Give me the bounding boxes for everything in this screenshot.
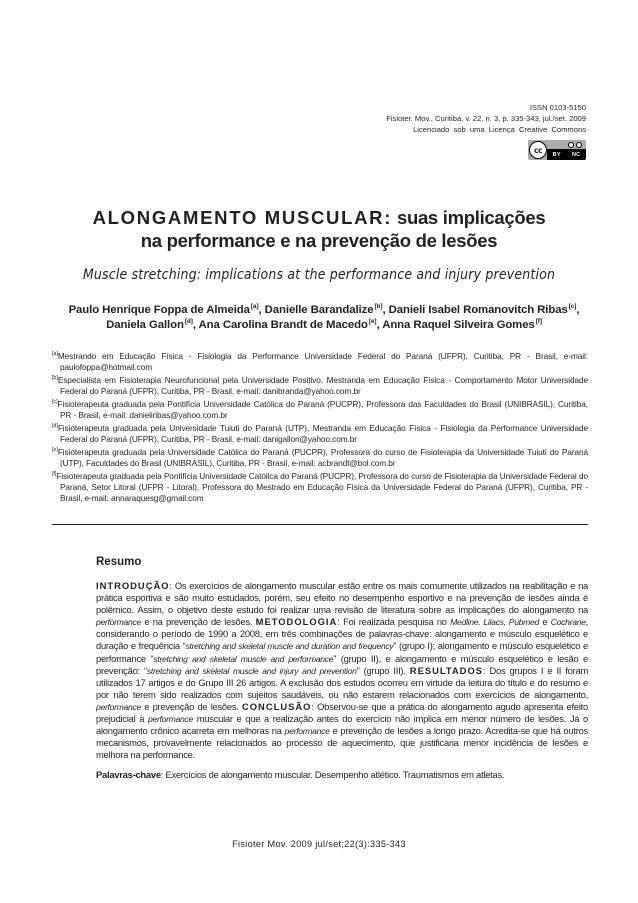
abstract-text: stretching and skeletal muscle and performance xyxy=(153,653,334,664)
cc-nc-label: NC xyxy=(571,151,581,158)
abstract-section xyxy=(96,556,588,781)
cc-logo-icon: cc xyxy=(529,141,547,159)
page-footer: Fisioter Mov. 2009 jul/set;22(3):335-343 xyxy=(232,839,406,849)
abstract-section-label: CONCLUSÃO xyxy=(241,700,312,712)
abstract-text: performance xyxy=(284,726,330,737)
by-person-icon xyxy=(568,142,574,148)
abstract-text: muscular e que a realização antes do exercício não implica em menor número de lesões. Já o alongamento crônico acarreta em melhoras na xyxy=(96,713,588,737)
affiliation-item: [c]Fisioterapeuta graduada pela Pontifícia Universidade Católica do Paraná (PUCPR), Professora das Faculdades do Brasil (UNIBRASIL), Curitiba, PR - Brasil, e-mail: danieliribas@yahoo.com.br xyxy=(52,399,588,420)
abstract-section-label: RESULTADOS xyxy=(409,664,483,676)
affiliation-item: [e]Fisioterapeuta graduada pela Universidade Católica do Paraná (PUCPR), Professora do curso de Fisioterapia da Universidade Tuiuti do Paraná (UTP), Faculdades do Brasil (UNIBRASIL), Curitiba, PR - Brasil, e-mail: acbrandt@bol.com.br xyxy=(52,447,588,469)
abstract-text: performance xyxy=(96,617,141,628)
abstract-section-label: INTRODUÇÃO xyxy=(96,580,170,591)
cc-by-label: BY xyxy=(552,151,561,158)
title-main: ALONGAMENTO MUSCULAR: xyxy=(92,207,393,228)
abstract-text: e xyxy=(539,616,551,628)
abstract-text: : Foi realizada pesquisa no xyxy=(337,616,451,628)
citation: Fisioter. Mov., Curitiba, v. 22, n. 3, p. 335-343, jul./set. 2009 xyxy=(386,114,586,124)
title-line-2: na performance e na prevenção de lesões xyxy=(140,230,498,251)
affiliation-item: [f]Fisioterapeuta graduada pela Pontifícia Universidade Católica do Paraná (PUCPR), Professora do curso de Fisioterapia da Universidade Federal do Paraná, Setor Litoral (UFPR - Litoral), Professora do Mestrado em Educação Física da Universidade Federal do Paraná (UFPR), Curitiba, PR - Brasil, e-mail: annaraquesg@gmail.com xyxy=(52,471,588,504)
abstract-heading: Resumo xyxy=(96,556,142,568)
abstract-body xyxy=(96,580,588,761)
abstract-text: performance xyxy=(148,714,193,725)
abstract-text: e prevenção de lesões. xyxy=(140,700,242,712)
title-rest: suas implicações xyxy=(392,207,546,228)
abstract-text: stretching and skeletal muscle and duration and frequency xyxy=(185,641,394,652)
author: Ana Carolina Brandt de Macedo[e], xyxy=(198,318,383,332)
abstract-text: Medline, Lilacs, Pubmed xyxy=(450,617,539,628)
abstract-text: ” (grupo III). xyxy=(356,664,410,676)
author: Daniela Gallon[d], xyxy=(106,318,199,332)
abstract-text: e prevenção de lesões a longo prazo. Acredita-se que há outros mecanismos, provavelmente relacionados ao processo de aquecimento, que justificaria menor incidência de lesões e melhora na performance. xyxy=(96,725,588,761)
author-list xyxy=(56,303,592,333)
affiliation-item: [b]Especialista em Fisioterapia Neurofuncional pela Universidade Positivo, Mestranda em Educação Física - Comportamento Motor Universidade Federal do Paraná (UFPR), Curitiba, PR - Brasil, e-mail: danibranda@yahoo.com.br xyxy=(52,375,588,396)
journal-header xyxy=(386,102,586,136)
nc-dollar-icon xyxy=(576,142,582,148)
issn: ISSN 0103-5150 xyxy=(529,103,586,112)
affiliation-item: [d]Fisioterapeuta graduada pela Universidade Tuiuti do Paraná (UTP), Mestranda em Educação Física - Fisiologia da Performance Universidade Federal do Paraná (UFPR), Curitiba, PR - Brasil, e-mail: danigallon@yahoo.com.br xyxy=(52,423,588,445)
abstract-text: performance xyxy=(96,701,141,712)
affiliations xyxy=(52,351,588,506)
author: Danielle Barandalize[b], xyxy=(264,303,389,316)
abstract-text: Cochrane xyxy=(550,617,586,628)
author: Danieli Isabel Romanovitch Ribas[c], xyxy=(388,303,580,316)
author: Anna Raquel Silveira Gomes[f] xyxy=(382,318,542,332)
author: Paulo Henrique Foppa de Almeida[a], xyxy=(68,303,265,316)
abstract-text: ” (grupo II), e alongamento e músculo esquelético e lesão e prevenção: “ xyxy=(96,652,588,676)
abstract-text: e na prevenção de lesões. xyxy=(140,616,256,628)
license-text: Licenciado sob uma Licença Creative Commons xyxy=(413,125,586,135)
keywords-label: Palavras-chave xyxy=(96,769,161,781)
affiliation-item: [a]Mestrando em Educação Física - Fisiologia da Performance Universidade Federal do Paraná (UFPR), Curitiba, PR - Brasil, e-mail: paulofoppa@hotmail.com xyxy=(52,351,588,372)
english-title: Muscle stretching: implications at the performance and injury prevention xyxy=(82,266,556,283)
abstract-text: : Observou-se que a prática do alongamento agudo apresenta efeito prejudicial à xyxy=(96,700,588,725)
abstract-text: , considerando o período de 1990 a 2008, em três combinações de palavras-chave: alongamento e músculo esquelético e duração e frequência “ xyxy=(96,616,588,652)
abstract-text: : Os exercícios de alongamento muscular estão entre os mais comumente utilizados na reabilitação e na prática esportiva e são muito estudados, porém, seu efeito no desempenho esportivo e na prevenção de lesões ainda é polêmico. Assim, o objetivo deste estudo foi realizar uma revisão de literatura sobre as implicações do alongamento na xyxy=(96,580,588,616)
section-divider xyxy=(52,524,588,525)
keywords-text: : Exercícios de alongamento muscular. Desempenho atlético. Traumatismos em atletas. xyxy=(160,769,505,781)
abstract-text: : Dos grupos I e II foram utilizados 17 artigos e do Grupo III 26 artigos. A exclusão dos estudos ocorreu em virtude da leitura do título e do resumo e por não terem sido realizados com sujeitos saudáveis, ou não estarem relacionados com exercícios de alongamento, xyxy=(96,664,589,700)
keywords xyxy=(96,769,588,781)
abstract-text: ” (grupo I); alongamento e músculo esquelético e performance “ xyxy=(96,640,588,664)
creative-commons-badge[interactable] xyxy=(528,140,586,160)
article-title xyxy=(0,206,638,252)
abstract-text: stretching and skeletal muscle and injury and prevention xyxy=(146,665,357,676)
abstract-section-label: METODOLOGIA xyxy=(255,616,338,628)
